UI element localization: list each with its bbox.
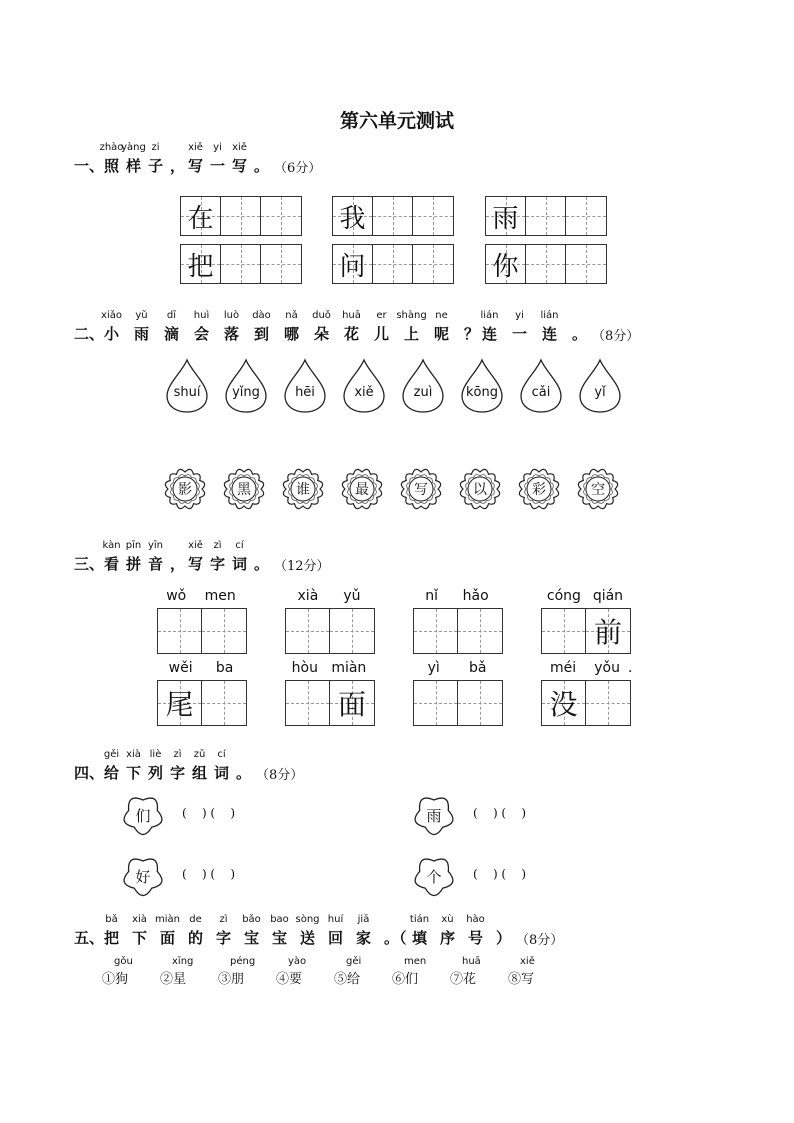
answer-blanks[interactable]: ( ) ( ) — [473, 806, 527, 820]
header-char: 朵 duǒ — [312, 310, 331, 343]
pinyin-syllable: ba — [215, 660, 234, 676]
writing-cell[interactable] — [526, 197, 566, 235]
flower-character: 写 — [414, 482, 428, 498]
header-char: 号 hào — [466, 914, 485, 947]
pinyin-annotation: yàng — [121, 142, 146, 153]
header-char: 拼 pīn — [125, 540, 142, 573]
model-cell — [486, 197, 526, 235]
pinyin-annotation: yi — [213, 142, 222, 153]
pinyin-annotation: nǎ — [285, 310, 298, 321]
header-char: 音 yīn — [147, 540, 164, 573]
header-char: 。 — [572, 325, 588, 343]
writing-cell[interactable] — [202, 609, 246, 653]
score: （8分） — [592, 329, 640, 344]
flower-character: 影 — [178, 482, 192, 498]
copy-practice-row — [332, 196, 454, 236]
header-char: ， — [170, 157, 186, 175]
writing-cell[interactable] — [221, 245, 261, 283]
pinyin-label — [157, 660, 245, 676]
numbered-character: ④要 yào — [276, 956, 307, 987]
raindrop-pinyin: xiě — [354, 385, 374, 400]
answer-blanks[interactable]: ( ) ( ) — [182, 806, 236, 820]
header-char: 一 yi — [210, 142, 226, 175]
pinyin-annotation: tián — [409, 914, 430, 925]
flower[interactable] — [221, 466, 267, 512]
header-char: 连 lián — [480, 310, 499, 343]
flower-character: 以 — [473, 482, 487, 498]
numbered-character: ③朋 péng — [218, 956, 256, 987]
pinyin-annotation: zi — [151, 142, 160, 153]
writing-cell — [158, 681, 202, 725]
question-number: 二、 — [74, 325, 105, 343]
pinyin-annotation: cí — [235, 540, 244, 551]
header-char: 宝 bǎo — [242, 914, 261, 947]
pinyin-syllable: yǒu — [594, 660, 620, 676]
writing-cell[interactable] — [526, 245, 566, 283]
pinyin-annotation: dī — [166, 310, 177, 321]
header-char: 字 zì — [170, 749, 186, 782]
writing-boxes — [541, 608, 631, 654]
header-char: 下 xià — [126, 749, 142, 782]
flower[interactable] — [398, 466, 444, 512]
pinyin-annotation: cí — [217, 749, 226, 760]
header-char: 。 — [236, 764, 252, 782]
flower[interactable] — [457, 466, 503, 512]
header-char: 照 zhào — [99, 142, 124, 175]
stray-dot: · — [628, 664, 633, 680]
raindrop-pinyin: shuí — [173, 385, 201, 400]
header-char: 组 zǔ — [192, 749, 208, 782]
pinyin-annotation: xià — [132, 914, 147, 925]
question-number: 五、 — [74, 929, 105, 947]
raindrop-pinyin: cǎi — [531, 385, 551, 400]
header-char: 会 huì — [193, 310, 210, 343]
pinyin-syllable: hòu — [291, 660, 318, 676]
header-char: 写 xiě — [188, 142, 204, 175]
pinyin-syllable: wǒ — [166, 588, 187, 604]
pinyin-annotation: zì — [213, 540, 222, 551]
writing-boxes — [157, 608, 247, 654]
copy-practice-row — [485, 244, 607, 284]
pinyin-syllable: cóng — [546, 588, 581, 604]
pinyin-annotation: huā — [462, 956, 481, 967]
writing-cell[interactable] — [373, 245, 413, 283]
header-char: ， — [170, 555, 186, 573]
pinyin-annotation: yīn — [147, 540, 164, 551]
pinyin-annotation: duǒ — [312, 310, 331, 321]
numbered-character: ①狗 gǒu — [102, 956, 133, 987]
flower-character: 黑 — [237, 482, 251, 498]
pinyin-syllable: miàn — [331, 660, 367, 676]
writing-boxes — [413, 680, 503, 726]
pinyin-syllable: hǎo — [462, 588, 489, 604]
given-character: 没 — [549, 688, 578, 721]
writing-cell[interactable] — [586, 681, 630, 725]
flower[interactable] — [162, 466, 208, 512]
writing-boxes — [285, 608, 375, 654]
copy-practice-row — [485, 196, 607, 236]
target-character: 好 — [135, 868, 151, 886]
pinyin-annotation: bǎ — [105, 914, 118, 925]
pinyin-annotation: sòng — [295, 914, 320, 925]
pinyin-annotation: xiě — [520, 956, 535, 967]
model-character: 雨 — [492, 203, 519, 234]
page-title: 第六单元测试 — [339, 110, 454, 132]
writing-cell[interactable] — [413, 245, 453, 283]
header-char: 下 xià — [132, 914, 148, 947]
given-character: 前 — [593, 616, 622, 649]
flower[interactable] — [339, 466, 385, 512]
header-char: 填 tián — [409, 914, 430, 947]
pinyin-annotation: zì — [173, 749, 182, 760]
question-number: 三、 — [74, 555, 105, 573]
header-char: 样 yàng — [121, 142, 146, 175]
pinyin-annotation: yǔ — [135, 310, 148, 321]
model-cell — [486, 245, 526, 283]
pinyin-annotation: xiě — [188, 142, 203, 153]
writing-cell — [542, 681, 586, 725]
writing-cell[interactable] — [261, 245, 301, 283]
pinyin-label — [541, 660, 629, 676]
header-char: 上 shàng — [396, 310, 427, 343]
header-char: 序 xù — [440, 914, 456, 947]
pinyin-syllable: wěi — [168, 660, 193, 676]
model-cell — [181, 197, 221, 235]
raindrop-pinyin: hēi — [295, 385, 315, 400]
pinyin-syllable: yì — [427, 660, 440, 676]
model-character: 你 — [492, 251, 519, 282]
pinyin-annotation: bao — [270, 914, 289, 925]
pinyin-annotation: lián — [540, 310, 559, 321]
pinyin-annotation: yào — [288, 956, 307, 967]
pinyin-annotation: miàn — [155, 914, 180, 925]
pinyin-label — [157, 588, 245, 604]
raindrop-pinyin: kōng — [466, 385, 498, 400]
model-character: 我 — [339, 203, 366, 234]
writing-cell[interactable] — [158, 609, 202, 653]
pinyin-syllable: xià — [297, 588, 319, 604]
model-cell — [333, 197, 373, 235]
header-char: ） — [496, 929, 512, 947]
header-char: 字 zì — [216, 914, 232, 947]
writing-cell[interactable] — [414, 681, 458, 725]
header-char: 把 bǎ — [104, 914, 120, 947]
writing-cell[interactable] — [221, 197, 261, 235]
pinyin-annotation: huā — [342, 310, 361, 321]
flower-character: 最 — [355, 482, 369, 498]
pinyin-syllable: men — [204, 588, 236, 604]
numbered-character: ⑧写 xiě — [508, 956, 535, 987]
pinyin-annotation: kàn — [102, 540, 121, 551]
header-char: 连 lián — [540, 310, 559, 343]
header-char: 给 gěi — [103, 749, 120, 782]
pinyin-syllable: qián — [592, 588, 624, 604]
question-number: 一、 — [74, 157, 105, 175]
writing-cell[interactable] — [202, 681, 246, 725]
writing-cell[interactable] — [414, 609, 458, 653]
pinyin-annotation: xiě — [232, 142, 247, 153]
header-char: 。 — [254, 555, 270, 573]
numbered-character: ②星 xīng — [160, 956, 194, 987]
raindrop[interactable] — [282, 358, 328, 414]
header-char: 落 luò — [223, 310, 240, 343]
pinyin-label — [413, 588, 501, 604]
writing-cell[interactable] — [566, 245, 606, 283]
pinyin-annotation: xiě — [188, 540, 203, 551]
raindrop-pinyin: yǐ — [594, 385, 606, 400]
pinyin-annotation: xià — [126, 749, 141, 760]
numbered-character: ⑥们 men — [392, 956, 427, 987]
header-char: ？ — [464, 325, 480, 343]
header-char: 滴 dī — [164, 310, 180, 343]
header-char: 小 xiǎo — [101, 310, 122, 343]
writing-boxes — [541, 680, 631, 726]
model-character: 问 — [339, 251, 366, 282]
pinyin-label — [285, 588, 373, 604]
score: （8分） — [516, 933, 564, 948]
pinyin-syllable: méi — [550, 660, 577, 676]
pinyin-annotation: lián — [480, 310, 499, 321]
writing-cell[interactable] — [458, 681, 502, 725]
pinyin-annotation: shàng — [396, 310, 427, 321]
pinyin-annotation: xīng — [172, 956, 194, 967]
writing-cell[interactable] — [373, 197, 413, 235]
score: （8分） — [256, 768, 304, 783]
question-number: 四、 — [74, 764, 105, 782]
header-char: 列 liè — [148, 749, 164, 782]
flower[interactable] — [516, 466, 562, 512]
flower[interactable] — [280, 466, 326, 512]
writing-cell[interactable] — [261, 197, 301, 235]
header-char: 写 xiě — [188, 540, 204, 573]
writing-cell[interactable] — [286, 609, 330, 653]
header-char: 。（ — [384, 929, 407, 947]
pinyin-annotation: jiā — [357, 914, 370, 925]
pinyin-annotation: gěi — [346, 956, 362, 967]
header-char: 看 kàn — [102, 540, 121, 573]
target-character: 们 — [135, 807, 151, 825]
model-cell — [181, 245, 221, 283]
header-char: 一 yi — [512, 310, 528, 343]
header-char: 宝 bao — [270, 914, 289, 947]
header-char: 雨 yǔ — [134, 310, 150, 343]
copy-practice-row — [332, 244, 454, 284]
writing-boxes — [413, 608, 503, 654]
writing-cell[interactable] — [458, 609, 502, 653]
flower-character: 谁 — [296, 482, 310, 498]
pinyin-annotation: pīn — [125, 540, 142, 551]
flower-badge — [120, 792, 166, 838]
flower-badge — [120, 853, 166, 899]
writing-cell[interactable] — [286, 681, 330, 725]
header-char: 字 zì — [210, 540, 226, 573]
writing-cell[interactable] — [330, 609, 374, 653]
header-char: 呢 ne — [434, 310, 450, 343]
pinyin-label — [541, 588, 629, 604]
pinyin-label — [285, 660, 373, 676]
pinyin-annotation: zhào — [99, 142, 124, 153]
header-char: 花 huā — [342, 310, 361, 343]
target-character: 雨 — [426, 807, 442, 825]
pinyin-annotation: huí — [327, 914, 344, 925]
raindrop-pinyin: zuì — [413, 385, 433, 400]
header-char: 家 jiā — [356, 914, 372, 947]
writing-cell[interactable] — [566, 197, 606, 235]
raindrop[interactable] — [518, 358, 564, 414]
pinyin-syllable: yǔ — [343, 588, 361, 604]
score: （12分） — [274, 559, 330, 574]
pinyin-annotation: de — [189, 914, 202, 925]
answer-blanks[interactable]: ( ) ( ) — [182, 867, 236, 881]
pinyin-annotation: gěi — [103, 749, 120, 760]
writing-cell[interactable] — [413, 197, 453, 235]
pinyin-annotation: zǔ — [193, 749, 206, 760]
pinyin-annotation: péng — [230, 956, 256, 967]
model-character: 在 — [187, 203, 214, 234]
pinyin-syllable: bǎ — [468, 660, 487, 676]
pinyin-annotation: xù — [441, 914, 454, 925]
writing-cell — [330, 681, 374, 725]
flower[interactable] — [575, 466, 621, 512]
raindrop[interactable] — [223, 358, 269, 414]
flower-character: 彩 — [532, 482, 546, 498]
given-character: 面 — [337, 688, 366, 721]
header-char: 送 sòng — [295, 914, 320, 947]
pinyin-annotation: huì — [193, 310, 210, 321]
header-char: 子 zi — [148, 142, 164, 175]
pinyin-annotation: liè — [149, 749, 162, 760]
writing-cell — [586, 609, 630, 653]
score: （6分） — [274, 161, 322, 176]
copy-practice-row — [180, 196, 302, 236]
writing-boxes — [285, 680, 375, 726]
header-char: 哪 nǎ — [284, 310, 300, 343]
header-char: 回 huí — [327, 914, 344, 947]
writing-cell[interactable] — [542, 609, 586, 653]
raindrop[interactable] — [341, 358, 387, 414]
pinyin-annotation: er — [376, 310, 387, 321]
numbered-character: ⑤给 gěi — [334, 956, 362, 987]
header-char: 。 — [254, 157, 270, 175]
raindrop[interactable] — [577, 358, 623, 414]
answer-blanks[interactable]: ( ) ( ) — [473, 867, 527, 881]
flower-badge — [411, 792, 457, 838]
header-char: 到 dào — [252, 310, 271, 343]
pinyin-syllable: nǐ — [425, 588, 439, 604]
pinyin-annotation: bǎo — [242, 914, 261, 925]
numbered-character: ⑦花 huā — [450, 956, 481, 987]
raindrop[interactable] — [164, 358, 210, 414]
header-char: 儿 er — [374, 310, 390, 343]
header-char: 词 cí — [232, 540, 248, 573]
given-character: 尾 — [165, 688, 194, 721]
raindrop[interactable] — [400, 358, 446, 414]
pinyin-annotation: luò — [223, 310, 240, 321]
pinyin-annotation: dào — [252, 310, 271, 321]
pinyin-annotation: men — [404, 956, 427, 967]
header-char: 词 cí — [214, 749, 230, 782]
pinyin-annotation: xiǎo — [101, 310, 122, 321]
raindrop-pinyin: yǐng — [232, 385, 260, 400]
header-char: 写 xiě — [232, 142, 248, 175]
writing-boxes — [157, 680, 247, 726]
model-character: 把 — [187, 251, 214, 282]
pinyin-annotation: yi — [515, 310, 524, 321]
raindrop[interactable] — [459, 358, 505, 414]
target-character: 个 — [426, 868, 442, 886]
header-char: 的 de — [188, 914, 204, 947]
pinyin-label — [413, 660, 501, 676]
pinyin-annotation: hào — [466, 914, 485, 925]
pinyin-annotation: zì — [219, 914, 228, 925]
copy-practice-row — [180, 244, 302, 284]
pinyin-annotation: gǒu — [114, 956, 133, 967]
flower-character: 空 — [591, 482, 605, 498]
model-cell — [333, 245, 373, 283]
flower-badge — [411, 853, 457, 899]
header-char: 面 miàn — [155, 914, 180, 947]
pinyin-annotation: ne — [435, 310, 448, 321]
